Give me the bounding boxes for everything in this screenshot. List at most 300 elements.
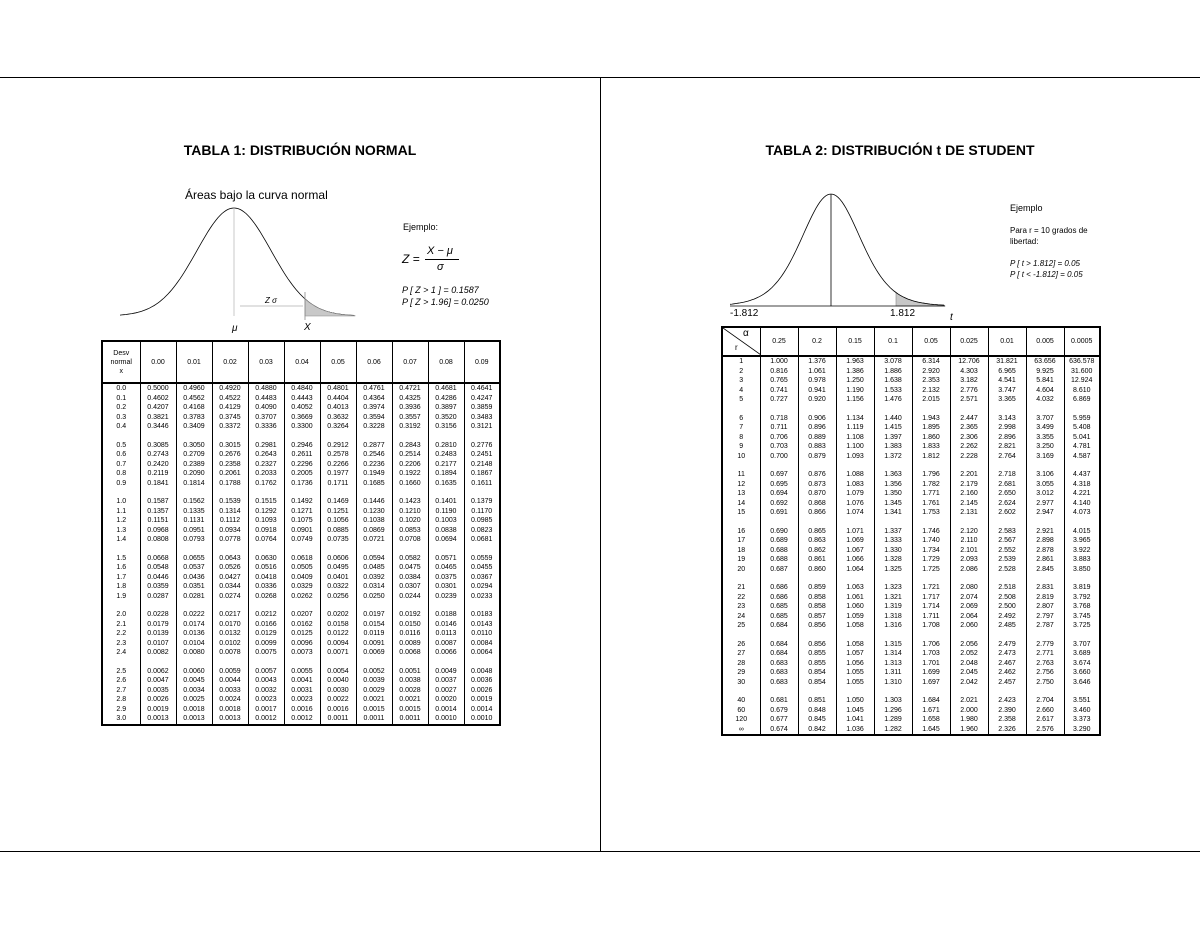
t-table-cell: 3.499 bbox=[1026, 423, 1064, 433]
normal-table-cell: 0.3156 bbox=[428, 422, 464, 432]
t-table-gap-cell bbox=[1026, 461, 1064, 470]
normal-table-cell: 0.1492 bbox=[284, 497, 320, 507]
normal-table-col-header: 0.00 bbox=[140, 341, 176, 383]
normal-table-gap-cell bbox=[392, 432, 428, 441]
t-table-cell: 0.856 bbox=[798, 640, 836, 650]
t-table-cell: 2.576 bbox=[1026, 725, 1064, 736]
normal-table-cell: 0.0749 bbox=[284, 535, 320, 545]
normal-table-cell: 0.2676 bbox=[212, 450, 248, 460]
t-table-cell: 1.980 bbox=[950, 715, 988, 725]
normal-table-cell: 0.1736 bbox=[284, 479, 320, 489]
t-table-gap-cell bbox=[988, 461, 1026, 470]
t-table-df-cell: 20 bbox=[722, 565, 760, 575]
t-table-cell: 4.073 bbox=[1064, 508, 1100, 518]
t-table-cell: 2.807 bbox=[1026, 602, 1064, 612]
normal-table-cell: 0.0294 bbox=[464, 582, 500, 592]
normal-table-z-cell: 1.7 bbox=[102, 573, 140, 583]
normal-table-cell: 0.3821 bbox=[140, 413, 176, 423]
normal-table-gap-cell bbox=[284, 658, 320, 667]
t-table-cell: 1.711 bbox=[912, 612, 950, 622]
normal-table-cell: 0.0016 bbox=[284, 705, 320, 715]
normal-table-cell: 0.4641 bbox=[464, 383, 500, 394]
t-table-cell: 1.055 bbox=[836, 668, 874, 678]
normal-table-gap-cell bbox=[176, 601, 212, 610]
normal-table-cell: 0.0014 bbox=[428, 705, 464, 715]
normal-table-gap-cell bbox=[140, 488, 176, 497]
t-table-cell: 1.061 bbox=[836, 593, 874, 603]
t-table-cell: 0.856 bbox=[798, 621, 836, 631]
t-table-gap-cell bbox=[798, 631, 836, 640]
normal-table-cell: 0.2090 bbox=[176, 469, 212, 479]
t-example-text-1: Para r = 10 grados de bbox=[1010, 226, 1088, 235]
normal-table-cell: 0.1131 bbox=[176, 516, 212, 526]
t-table-cell: 2.567 bbox=[988, 536, 1026, 546]
normal-table-cell: 0.1587 bbox=[140, 497, 176, 507]
t-table-cell: 1.734 bbox=[912, 546, 950, 556]
t-table-cell: 1.337 bbox=[874, 527, 912, 537]
normal-table-cell: 0.0401 bbox=[320, 573, 356, 583]
normal-mu-label: μ bbox=[232, 323, 238, 334]
normal-table-cell: 0.4207 bbox=[140, 403, 176, 413]
table-row bbox=[722, 583, 1100, 593]
normal-table-cell: 0.0028 bbox=[392, 686, 428, 696]
table-row bbox=[722, 367, 1100, 377]
table-row bbox=[102, 441, 500, 451]
normal-table-cell: 0.0078 bbox=[212, 648, 248, 658]
t-table-cell: 1.319 bbox=[874, 602, 912, 612]
t-table-gap-cell bbox=[798, 405, 836, 414]
t-table-cell: 1.066 bbox=[836, 555, 874, 565]
normal-table-cell: 0.0011 bbox=[356, 714, 392, 725]
normal-table-cell: 0.4522 bbox=[212, 394, 248, 404]
t-table-cell: 1.812 bbox=[912, 452, 950, 462]
t-table-col-header: 0.1 bbox=[874, 327, 912, 356]
table-row bbox=[102, 582, 500, 592]
t-table-cell: 2.896 bbox=[988, 433, 1026, 443]
normal-table-cell: 0.0037 bbox=[428, 676, 464, 686]
table-row bbox=[102, 610, 500, 620]
normal-table-cell: 0.0594 bbox=[356, 554, 392, 564]
t-table-cell: 0.684 bbox=[760, 649, 798, 659]
t-tail-area bbox=[896, 293, 945, 307]
table-row bbox=[722, 499, 1100, 509]
t-table-cell: 1.108 bbox=[836, 433, 874, 443]
normal-table-cell: 0.0262 bbox=[284, 592, 320, 602]
normal-table-z-cell: 1.8 bbox=[102, 582, 140, 592]
t-table-cell: 6.869 bbox=[1064, 395, 1100, 405]
t-table-gap-cell bbox=[798, 574, 836, 583]
normal-table-cell: 0.2266 bbox=[320, 460, 356, 470]
normal-table-cell: 0.0212 bbox=[248, 610, 284, 620]
normal-table-cell: 0.2611 bbox=[284, 450, 320, 460]
normal-table-z-cell: 0.5 bbox=[102, 441, 140, 451]
normal-table-cell: 0.4013 bbox=[320, 403, 356, 413]
t-table-cell: 1.761 bbox=[912, 499, 950, 509]
t-table-cell: 4.303 bbox=[950, 367, 988, 377]
t-table-cell: 1.079 bbox=[836, 489, 874, 499]
normal-curve bbox=[120, 208, 354, 315]
normal-table-cell: 0.4960 bbox=[176, 383, 212, 394]
t-table-gap-cell bbox=[722, 631, 760, 640]
t-table-cell: 1.056 bbox=[836, 659, 874, 669]
normal-table-cell: 0.0694 bbox=[428, 535, 464, 545]
t-table-cell: 1.363 bbox=[874, 470, 912, 480]
normal-table-gap-cell bbox=[392, 545, 428, 554]
t-table-gap-cell bbox=[950, 405, 988, 414]
normal-table-cell: 0.3520 bbox=[428, 413, 464, 423]
normal-table-cell: 0.0024 bbox=[212, 695, 248, 705]
t-table-cell: 1.963 bbox=[836, 356, 874, 367]
normal-table-cell: 0.0038 bbox=[392, 676, 428, 686]
t-table-cell: 3.078 bbox=[874, 356, 912, 367]
t-table-gap-cell bbox=[836, 687, 874, 696]
table-row bbox=[102, 460, 500, 470]
t-table-cell: 0.941 bbox=[798, 386, 836, 396]
normal-table-cell: 0.2358 bbox=[212, 460, 248, 470]
table-row bbox=[722, 452, 1100, 462]
normal-table-corner-line: Desv bbox=[113, 349, 130, 357]
t-table-cell: 3.747 bbox=[988, 386, 1026, 396]
t-table-cell: 0.689 bbox=[760, 536, 798, 546]
normal-table-cell: 0.0039 bbox=[356, 676, 392, 686]
t-table-gap-cell bbox=[722, 405, 760, 414]
normal-table-gap-cell bbox=[212, 545, 248, 554]
t-table-cell: 1.057 bbox=[836, 649, 874, 659]
table-row bbox=[722, 489, 1100, 499]
normal-table-cell: 0.1038 bbox=[356, 516, 392, 526]
t-table-cell: 1.771 bbox=[912, 489, 950, 499]
normal-table-gap-cell bbox=[248, 601, 284, 610]
t-table-gap-cell bbox=[760, 574, 798, 583]
normal-table-cell: 0.2389 bbox=[176, 460, 212, 470]
t-right-critical-label: 1.812 bbox=[890, 308, 916, 319]
normal-table-gap-cell bbox=[392, 658, 428, 667]
t-table-cell: 1.397 bbox=[874, 433, 912, 443]
normal-table-cell: 0.0239 bbox=[428, 592, 464, 602]
t-table-cell: 2.528 bbox=[988, 565, 1026, 575]
t-table-cell: 0.855 bbox=[798, 659, 836, 669]
normal-table-gap-cell bbox=[176, 432, 212, 441]
normal-table-cell: 0.4801 bbox=[320, 383, 356, 394]
t-table-col-header: 0.05 bbox=[912, 327, 950, 356]
normal-table-cell: 0.0764 bbox=[248, 535, 284, 545]
t-table-cell: 0.860 bbox=[798, 565, 836, 575]
t-table-cell: 1.325 bbox=[874, 565, 912, 575]
normal-table-cell: 0.0049 bbox=[428, 667, 464, 677]
t-table-cell: 1.318 bbox=[874, 612, 912, 622]
normal-table-cell: 0.0233 bbox=[464, 592, 500, 602]
normal-table-cell: 0.0044 bbox=[212, 676, 248, 686]
t-table-cell: 0.685 bbox=[760, 602, 798, 612]
t-table-cell: 1.796 bbox=[912, 470, 950, 480]
normal-table-cell: 0.2776 bbox=[464, 441, 500, 451]
normal-table-cell: 0.1894 bbox=[428, 469, 464, 479]
normal-table-cell: 0.0516 bbox=[248, 563, 284, 573]
t-table-cell: 3.551 bbox=[1064, 696, 1100, 706]
normal-table-z-cell: 0.1 bbox=[102, 394, 140, 404]
normal-table-cell: 0.0059 bbox=[212, 667, 248, 677]
t-table-cell: 1.074 bbox=[836, 508, 874, 518]
normal-table-gap-cell bbox=[428, 432, 464, 441]
t-table-cell: 0.858 bbox=[798, 593, 836, 603]
normal-table-gap-cell bbox=[428, 488, 464, 497]
table-row bbox=[102, 535, 500, 545]
t-table-df-cell: 22 bbox=[722, 593, 760, 603]
normal-table-cell: 0.0099 bbox=[248, 639, 284, 649]
t-table-gap-cell bbox=[988, 405, 1026, 414]
normal-table-gap-cell bbox=[320, 658, 356, 667]
normal-table-cell: 0.3085 bbox=[140, 441, 176, 451]
normal-distribution-table bbox=[101, 340, 501, 726]
t-table-cell: 1.440 bbox=[874, 414, 912, 424]
normal-curve-figure bbox=[100, 200, 360, 320]
t-table-cell: 0.906 bbox=[798, 414, 836, 424]
t-table-cell: 0.842 bbox=[798, 725, 836, 736]
normal-table-cell: 0.2578 bbox=[320, 450, 356, 460]
normal-table-cell: 0.0139 bbox=[140, 629, 176, 639]
table-row bbox=[722, 414, 1100, 424]
normal-table-cell: 0.2177 bbox=[428, 460, 464, 470]
t-table-df-cell: 15 bbox=[722, 508, 760, 518]
t-table-gap-cell bbox=[722, 518, 760, 527]
normal-table-cell: 0.3783 bbox=[176, 413, 212, 423]
normal-table-cell: 0.0505 bbox=[284, 563, 320, 573]
normal-table-cell: 0.0465 bbox=[428, 563, 464, 573]
t-table-cell: 1.315 bbox=[874, 640, 912, 650]
t-table-corner bbox=[722, 327, 760, 356]
t-table-gap-cell bbox=[950, 461, 988, 470]
t-table-cell: 3.169 bbox=[1026, 452, 1064, 462]
normal-table-z-cell: 1.3 bbox=[102, 526, 140, 536]
normal-table-col-header: 0.05 bbox=[320, 341, 356, 383]
t-table-cell: 1.350 bbox=[874, 489, 912, 499]
normal-table-gap-cell bbox=[248, 658, 284, 667]
t-table-cell: 0.688 bbox=[760, 546, 798, 556]
t-table-cell: 1.041 bbox=[836, 715, 874, 725]
normal-table-cell: 0.2206 bbox=[392, 460, 428, 470]
normal-table-cell: 0.0036 bbox=[464, 676, 500, 686]
t-table-cell: 2.771 bbox=[1026, 649, 1064, 659]
normal-table-cell: 0.0655 bbox=[176, 554, 212, 564]
normal-table-cell: 0.0051 bbox=[392, 667, 428, 677]
t-table-cell: 2.845 bbox=[1026, 565, 1064, 575]
t-table-df-cell: 16 bbox=[722, 527, 760, 537]
t-table-cell: 2.779 bbox=[1026, 640, 1064, 650]
normal-table-cell: 0.1539 bbox=[212, 497, 248, 507]
normal-table-gap-cell bbox=[464, 658, 500, 667]
normal-table-cell: 0.3015 bbox=[212, 441, 248, 451]
t-table-gap-cell bbox=[798, 461, 836, 470]
table-row bbox=[102, 563, 500, 573]
t-table-corner-r: r bbox=[735, 343, 738, 352]
normal-table-gap-cell bbox=[464, 488, 500, 497]
t-table-cell: 1.071 bbox=[836, 527, 874, 537]
t-table-cell: 3.143 bbox=[988, 414, 1026, 424]
normal-table-cell: 0.0721 bbox=[356, 535, 392, 545]
normal-table-z-cell: 0.0 bbox=[102, 383, 140, 394]
normal-table-cell: 0.0162 bbox=[284, 620, 320, 630]
t-table-cell: 0.879 bbox=[798, 452, 836, 462]
t-table-cell: 3.883 bbox=[1064, 555, 1100, 565]
normal-table-gap-row bbox=[102, 545, 500, 554]
normal-formula-numerator: X − μ bbox=[427, 245, 453, 257]
table-row bbox=[102, 629, 500, 639]
normal-table-cell: 0.0018 bbox=[176, 705, 212, 715]
t-table-cell: 2.326 bbox=[988, 725, 1026, 736]
table-row bbox=[722, 423, 1100, 433]
t-table-cell: 1.313 bbox=[874, 659, 912, 669]
t-table-cell: 2.821 bbox=[988, 442, 1026, 452]
normal-table-cell: 0.0778 bbox=[212, 535, 248, 545]
normal-figure-title: Áreas bajo la curva normal bbox=[185, 188, 328, 202]
t-table-gap-cell bbox=[836, 631, 874, 640]
normal-table-cell: 0.0080 bbox=[176, 648, 212, 658]
t-table-cell: 1.638 bbox=[874, 376, 912, 386]
normal-table-cell: 0.2912 bbox=[320, 441, 356, 451]
normal-table-gap-cell bbox=[284, 488, 320, 497]
t-curve-figure bbox=[700, 190, 960, 315]
table-row bbox=[102, 516, 500, 526]
t-table-cell: 0.854 bbox=[798, 668, 836, 678]
t-table-gap-cell bbox=[1026, 631, 1064, 640]
normal-x-label: X bbox=[304, 322, 311, 333]
table-row bbox=[722, 536, 1100, 546]
t-table-gap-cell bbox=[1026, 405, 1064, 414]
table-row bbox=[722, 696, 1100, 706]
normal-table-cell: 0.0174 bbox=[176, 620, 212, 630]
normal-table-cell: 0.4052 bbox=[284, 403, 320, 413]
normal-table-cell: 0.0344 bbox=[212, 582, 248, 592]
table-row bbox=[102, 422, 500, 432]
normal-table-cell: 0.0012 bbox=[248, 714, 284, 725]
normal-table-z-cell: 0.9 bbox=[102, 479, 140, 489]
normal-table-cell: 0.2327 bbox=[248, 460, 284, 470]
page-divider bbox=[600, 77, 601, 851]
normal-table-cell: 0.0150 bbox=[392, 620, 428, 630]
t-table-df-cell: 24 bbox=[722, 612, 760, 622]
t-table-gap-cell bbox=[836, 574, 874, 583]
normal-table-col-header: 0.04 bbox=[284, 341, 320, 383]
normal-table-gap-cell bbox=[392, 488, 428, 497]
t-example-2: P [ t < -1.812] = 0.05 bbox=[1010, 270, 1083, 279]
normal-table-cell: 0.0606 bbox=[320, 554, 356, 564]
t-table-df-cell: 120 bbox=[722, 715, 760, 725]
normal-table-cell: 0.0885 bbox=[320, 526, 356, 536]
t-table-cell: 3.250 bbox=[1026, 442, 1064, 452]
normal-table-cell: 0.4286 bbox=[428, 394, 464, 404]
t-table-gap-cell bbox=[1064, 631, 1100, 640]
t-table-cell: 1.671 bbox=[912, 706, 950, 716]
normal-table-col-header: 0.03 bbox=[248, 341, 284, 383]
t-table-cell: 1.706 bbox=[912, 640, 950, 650]
normal-table-cell: 0.0066 bbox=[428, 648, 464, 658]
table-row bbox=[722, 480, 1100, 490]
t-table-cell: 1.134 bbox=[836, 414, 874, 424]
normal-table-cell: 0.0110 bbox=[464, 629, 500, 639]
t-table-cell: 1.341 bbox=[874, 508, 912, 518]
t-table-gap-cell bbox=[760, 518, 798, 527]
t-table-cell: 0.854 bbox=[798, 678, 836, 688]
normal-table-cell: 0.1446 bbox=[356, 497, 392, 507]
normal-table-cell: 0.1841 bbox=[140, 479, 176, 489]
t-table-cell: 1.282 bbox=[874, 725, 912, 736]
normal-table-cell: 0.1075 bbox=[284, 516, 320, 526]
normal-table-cell: 0.2119 bbox=[140, 469, 176, 479]
normal-table-cell: 0.1170 bbox=[464, 507, 500, 517]
t-table-cell: 2.390 bbox=[988, 706, 1026, 716]
t-table-df-cell: 2 bbox=[722, 367, 760, 377]
normal-formula-denominator: σ bbox=[437, 261, 444, 273]
normal-table-cell: 0.0934 bbox=[212, 526, 248, 536]
table-row bbox=[102, 714, 500, 725]
table-row bbox=[722, 640, 1100, 650]
t-table-cell: 9.925 bbox=[1026, 367, 1064, 377]
t-table-cell: 1.860 bbox=[912, 433, 950, 443]
normal-table-gap-cell bbox=[464, 432, 500, 441]
t-table-cell: 1.372 bbox=[874, 452, 912, 462]
t-table-gap-cell bbox=[874, 574, 912, 583]
t-table-df-cell: 40 bbox=[722, 696, 760, 706]
t-table-gap-cell bbox=[760, 461, 798, 470]
normal-table-cell: 0.1922 bbox=[392, 469, 428, 479]
t-table-cell: 1.050 bbox=[836, 696, 874, 706]
normal-table-cell: 0.4168 bbox=[176, 403, 212, 413]
t-table-cell: 2.015 bbox=[912, 395, 950, 405]
normal-table-z-cell: 0.3 bbox=[102, 413, 140, 423]
normal-table-cell: 0.0207 bbox=[284, 610, 320, 620]
normal-table-cell: 0.0183 bbox=[464, 610, 500, 620]
normal-table-cell: 0.3936 bbox=[392, 403, 428, 413]
t-table-cell: 2.831 bbox=[1026, 583, 1064, 593]
normal-table-cell: 0.0668 bbox=[140, 554, 176, 564]
normal-table-z-cell: 3.0 bbox=[102, 714, 140, 725]
t-table-cell: 1.697 bbox=[912, 678, 950, 688]
normal-table-gap-cell bbox=[176, 488, 212, 497]
t-table-cell: 2.998 bbox=[988, 423, 1026, 433]
t-table-cell: 2.060 bbox=[950, 621, 988, 631]
table-row bbox=[722, 725, 1100, 736]
t-table-cell: 2.602 bbox=[988, 508, 1026, 518]
table-row bbox=[102, 620, 500, 630]
normal-table-cell: 0.2743 bbox=[140, 450, 176, 460]
normal-table-cell: 0.0013 bbox=[212, 714, 248, 725]
normal-table-cell: 0.0793 bbox=[176, 535, 212, 545]
t-table-cell: 3.792 bbox=[1064, 593, 1100, 603]
normal-table-cell: 0.0901 bbox=[284, 526, 320, 536]
t-table-cell: 3.689 bbox=[1064, 649, 1100, 659]
normal-table-cell: 0.4880 bbox=[248, 383, 284, 394]
normal-table-cell: 0.0495 bbox=[320, 563, 356, 573]
normal-table-z-cell: 2.2 bbox=[102, 629, 140, 639]
normal-table-cell: 0.1210 bbox=[392, 507, 428, 517]
normal-table-cell: 0.0582 bbox=[392, 554, 428, 564]
t-table-cell: 2.492 bbox=[988, 612, 1026, 622]
normal-table-cell: 0.1635 bbox=[428, 479, 464, 489]
t-table-cell: 2.977 bbox=[1026, 499, 1064, 509]
normal-table-cell: 0.0030 bbox=[320, 686, 356, 696]
t-table-cell: 1.289 bbox=[874, 715, 912, 725]
table-row bbox=[722, 706, 1100, 716]
normal-table-cell: 0.3897 bbox=[428, 403, 464, 413]
t-table-cell: 2.681 bbox=[988, 480, 1026, 490]
t-table-cell: 4.541 bbox=[988, 376, 1026, 386]
t-table-cell: 0.741 bbox=[760, 386, 798, 396]
t-table-cell: 1.943 bbox=[912, 414, 950, 424]
t-table-cell: 3.460 bbox=[1064, 706, 1100, 716]
t-table-cell: 1.476 bbox=[874, 395, 912, 405]
t-table-df-cell: 18 bbox=[722, 546, 760, 556]
t-table-df-cell: 28 bbox=[722, 659, 760, 669]
